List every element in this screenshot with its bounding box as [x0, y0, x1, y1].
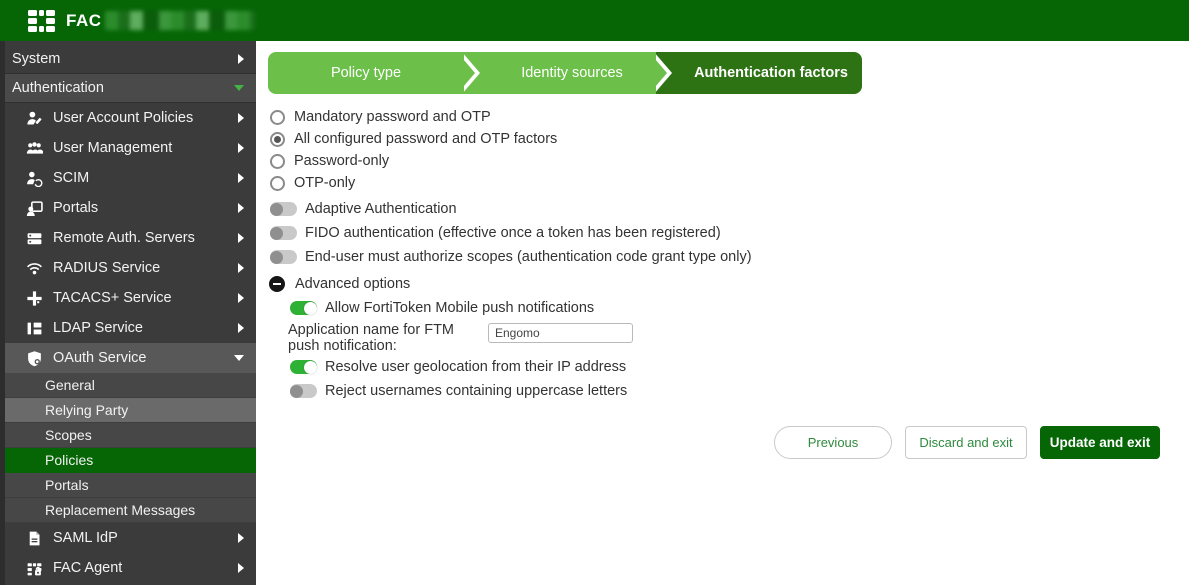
wizard-breadcrumb — [268, 52, 862, 94]
reject-uppercase-usernames-toggle[interactable] — [290, 384, 317, 398]
sidebar — [0, 41, 256, 585]
sidebar-item-oauth-service[interactable]: OAuth Service — [0, 343, 256, 373]
chevron-right-icon — [238, 143, 244, 153]
fido-authentication-toggle[interactable] — [270, 226, 297, 240]
radio-password-only[interactable] — [270, 154, 285, 169]
sidebar-item-portals[interactable]: Portals — [0, 193, 256, 223]
adaptive-authentication-toggle[interactable] — [270, 202, 297, 216]
sidebar-item-fac-agent[interactable]: FAC Agent — [0, 553, 256, 583]
radio-row: All configured password and OTP factors — [268, 128, 1189, 150]
chevron-down-icon — [234, 355, 244, 361]
radio-row: OTP-only — [268, 172, 1189, 194]
collapse-minus-icon[interactable] — [269, 276, 285, 292]
wizard-chevron-separator — [656, 52, 680, 94]
sidebar-subitem-policies[interactable]: Policies — [0, 448, 256, 473]
fortinet-logo-icon — [28, 10, 55, 32]
sidebar-item-user-management[interactable]: User Management — [0, 133, 256, 163]
sidebar-item-radius-service[interactable]: RADIUS Service — [0, 253, 256, 283]
toggle-row: End-user must authorize scopes (authentication code grant type only) — [268, 245, 1189, 269]
sidebar-item-ldap-service[interactable]: LDAP Service — [0, 313, 256, 343]
end-user-authorize-scopes-toggle[interactable] — [270, 250, 297, 264]
sidebar-subitem-general[interactable]: General — [0, 373, 256, 398]
chevron-right-icon — [238, 323, 244, 333]
plus-cross-icon — [26, 290, 45, 307]
ftm-app-name-label: Application name for FTM push notification: — [288, 322, 455, 354]
discard-and-exit-button[interactable]: Discard and exit — [905, 426, 1027, 459]
radio-row: Password-only — [268, 150, 1189, 172]
feature-toggles — [268, 197, 1189, 269]
chevron-right-icon — [238, 233, 244, 243]
chevron-right-icon — [238, 533, 244, 543]
chevron-right-icon — [238, 54, 244, 64]
ftm-push-notifications-toggle[interactable] — [290, 301, 317, 315]
sidebar-item-authentication[interactable]: Authentication — [0, 74, 256, 103]
hierarchy-icon — [26, 320, 45, 337]
chevron-right-icon — [238, 293, 244, 303]
radio-otp-only[interactable] — [270, 176, 285, 191]
top-header — [0, 0, 1189, 41]
chevron-right-icon — [238, 113, 244, 123]
sidebar-subitem-portals[interactable]: Portals — [0, 473, 256, 498]
wizard-step-authentication-factors[interactable]: Authentication factors — [680, 52, 862, 94]
ftm-app-name-input[interactable] — [488, 323, 633, 343]
chevron-right-icon — [238, 263, 244, 273]
hostname-redacted — [105, 11, 255, 30]
auth-factor-options — [268, 106, 1189, 194]
sidebar-item-tacacs-service[interactable]: TACACS+ Service — [0, 283, 256, 313]
document-icon — [26, 530, 45, 547]
chevron-right-icon — [238, 563, 244, 573]
chevron-down-icon — [234, 85, 244, 91]
toggle-row: Resolve user geolocation from their IP address — [288, 355, 1189, 379]
sidebar-item-remote-auth-servers[interactable]: Remote Auth. Servers — [0, 223, 256, 253]
ftm-app-name-row — [288, 323, 1189, 354]
toggle-row: Adaptive Authentication — [268, 197, 1189, 221]
toggle-row: Allow FortiToken Mobile push notifications — [288, 296, 1189, 320]
user-sync-icon — [26, 170, 45, 187]
chevron-right-icon — [238, 203, 244, 213]
sidebar-subitem-scopes[interactable]: Scopes — [0, 423, 256, 448]
sidebar-subitem-replacement-messages[interactable]: Replacement Messages — [0, 498, 256, 523]
wizard-step-policy-type[interactable]: Policy type — [268, 52, 464, 94]
user-window-icon — [26, 200, 45, 217]
users-group-icon — [26, 140, 45, 157]
update-and-exit-button[interactable]: Update and exit — [1040, 426, 1160, 459]
server-icon — [26, 230, 45, 247]
sidebar-subitem-relying-party[interactable]: Relying Party — [0, 398, 256, 423]
shield-key-icon — [26, 350, 45, 367]
chevron-right-icon — [238, 173, 244, 183]
wizard-button-bar — [268, 426, 1189, 459]
wizard-step-identity-sources[interactable]: Identity sources — [488, 52, 656, 94]
previous-button[interactable]: Previous — [774, 426, 892, 459]
toggle-row: FIDO authentication (effective once a token has been registered) — [268, 221, 1189, 245]
grid-lock-icon — [26, 560, 45, 577]
toggle-row: Reject usernames containing uppercase letters — [288, 379, 1189, 403]
advanced-options-body — [288, 296, 1189, 403]
sidebar-item-scim[interactable]: SCIM — [0, 163, 256, 193]
wifi-icon — [26, 260, 45, 277]
sidebar-item-saml-idp[interactable]: SAML IdP — [0, 523, 256, 553]
sidebar-item-system[interactable]: System — [0, 45, 256, 74]
main-content — [256, 41, 1189, 585]
resolve-geolocation-toggle[interactable] — [290, 360, 317, 374]
radio-mandatory-password-otp[interactable] — [270, 110, 285, 125]
radio-all-configured-factors[interactable] — [270, 132, 285, 147]
radio-row: Mandatory password and OTP — [268, 106, 1189, 128]
user-edit-icon — [26, 110, 45, 127]
sidebar-item-user-account-policies[interactable]: User Account Policies — [0, 103, 256, 133]
advanced-options-header: Advanced options — [268, 271, 1189, 296]
wizard-chevron-separator — [464, 52, 488, 94]
brand-label: FAC — [66, 10, 102, 30]
